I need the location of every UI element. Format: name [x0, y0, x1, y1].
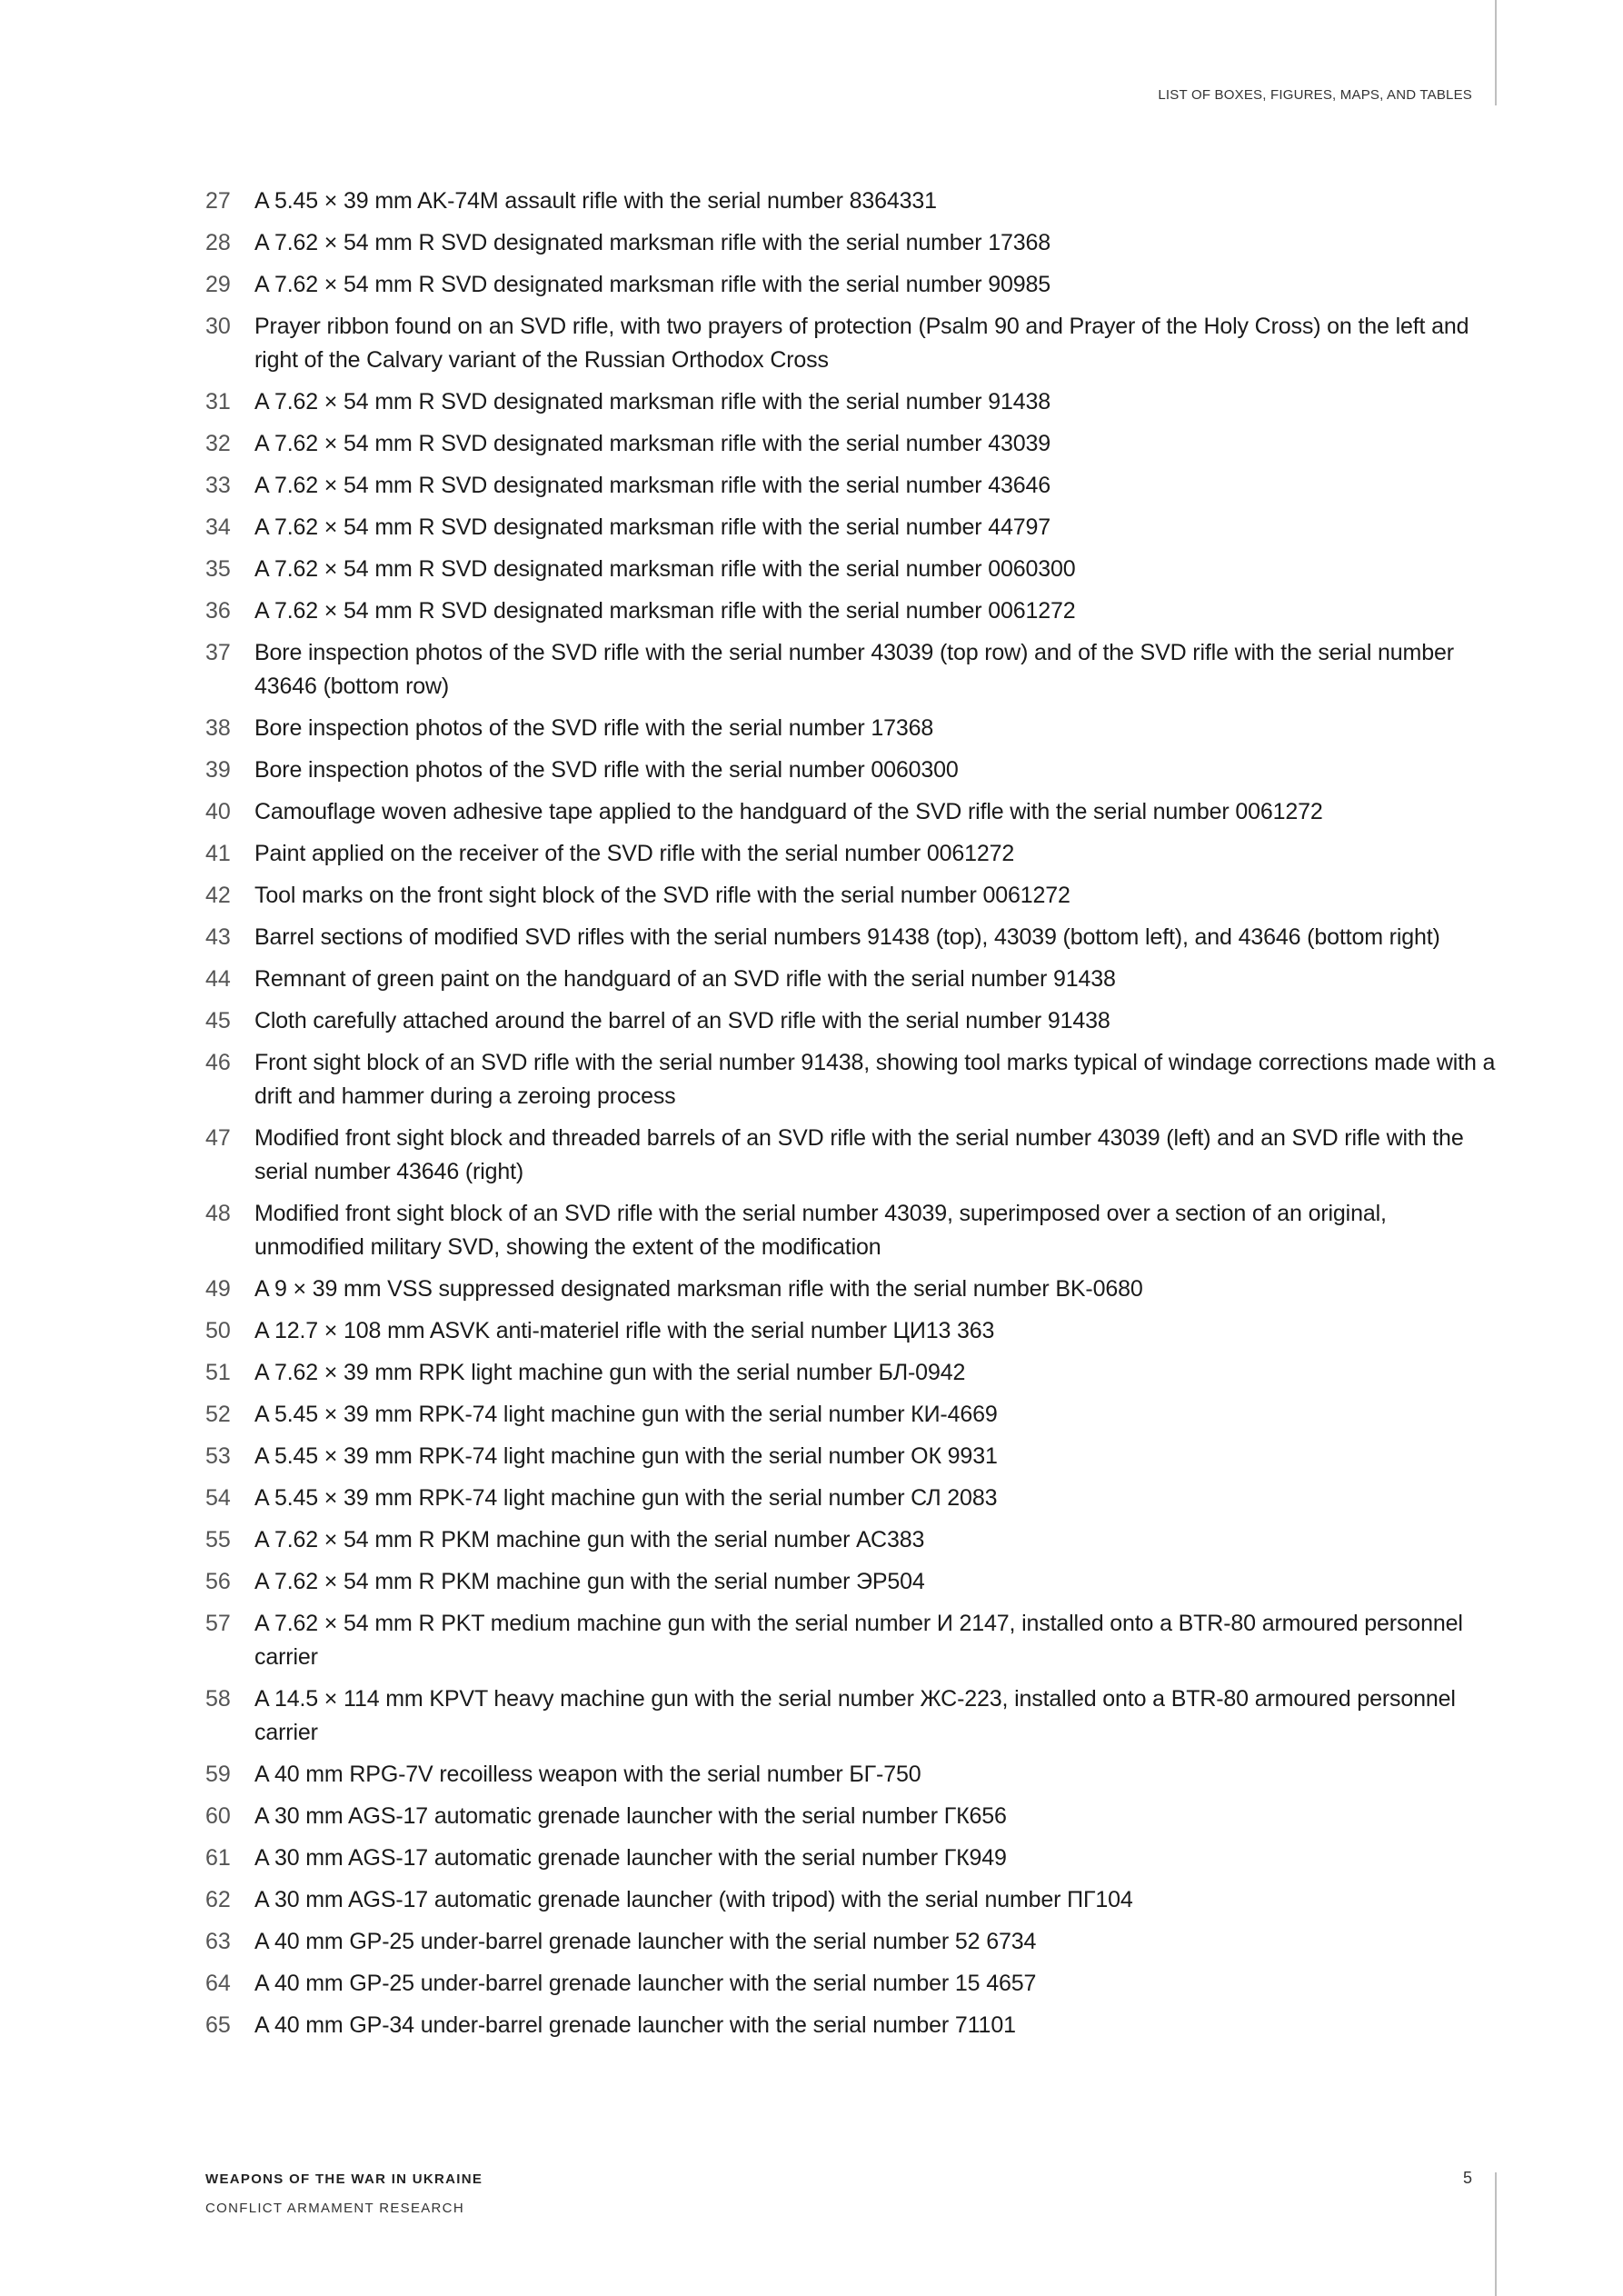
figure-number: 34	[205, 514, 231, 540]
figure-caption: Cloth carefully attached around the barrel of an SVD rifle with the serial number 91438	[254, 1008, 1110, 1033]
figure-entry[interactable]	[205, 636, 1500, 704]
figure-caption: A 7.62 × 54 mm R PKM machine gun with the serial number АС383	[254, 1527, 925, 1552]
figure-number: 35	[205, 556, 231, 582]
figure-entry[interactable]	[205, 511, 1500, 544]
figure-caption: A 7.62 × 54 mm R SVD designated marksman rifle with the serial number 0060300	[254, 556, 1076, 582]
running-head: LIST OF BOXES, FIGURES, MAPS, AND TABLES	[1158, 87, 1472, 103]
figure-entry[interactable]	[205, 1440, 1500, 1473]
figure-entry[interactable]	[205, 1523, 1500, 1557]
figure-entry[interactable]	[205, 1842, 1500, 1875]
figure-entry[interactable]	[205, 310, 1500, 377]
figure-number: 27	[205, 188, 231, 214]
figure-entry[interactable]	[205, 837, 1500, 871]
figure-entry[interactable]	[205, 879, 1500, 913]
figure-entry[interactable]	[205, 1122, 1500, 1189]
figure-caption: A 14.5 × 114 mm KPVT heavy machine gun with the serial number ЖС-223, installed onto a BTR-80 armoured personnel carrier	[254, 1686, 1456, 1745]
figure-caption: Bore inspection photos of the SVD rifle with the serial number 43039 (top row) and of the SVD rifle with the serial number 43646 (bottom row)	[254, 640, 1454, 699]
figure-number: 57	[205, 1611, 231, 1636]
figure-entry[interactable]	[205, 1046, 1500, 1113]
figure-number: 53	[205, 1443, 231, 1469]
figure-entry[interactable]	[205, 1356, 1500, 1390]
figure-caption: A 7.62 × 54 mm R SVD designated marksman rifle with the serial number 44797	[254, 514, 1050, 540]
figure-number: 58	[205, 1686, 231, 1712]
figure-number: 38	[205, 715, 231, 741]
figure-number: 41	[205, 841, 231, 866]
figure-number: 51	[205, 1360, 231, 1385]
figure-caption: A 40 mm RPG-7V recoilless weapon with the serial number БГ-750	[254, 1762, 921, 1787]
figure-caption: Modified front sight block of an SVD rifle with the serial number 43039, superimposed over a section of an original, unmodified military SVD, showing the extent of the modification	[254, 1201, 1387, 1260]
figure-number: 61	[205, 1845, 231, 1871]
figure-caption: A 12.7 × 108 mm ASVK anti-materiel rifle with the serial number ЦИ13 363	[254, 1318, 995, 1343]
figure-caption: Bore inspection photos of the SVD rifle with the serial number 0060300	[254, 757, 959, 783]
figure-number: 65	[205, 2012, 231, 2038]
figure-number: 44	[205, 966, 231, 992]
figure-caption: Bore inspection photos of the SVD rifle with the serial number 17368	[254, 715, 934, 741]
figure-number: 49	[205, 1276, 231, 1302]
figure-number: 46	[205, 1050, 231, 1075]
figure-caption: Prayer ribbon found on an SVD rifle, with two prayers of protection (Psalm 90 and Prayer of the Holy Cross) on the left and right of the Calvary variant of the Russian Orthodox Cross	[254, 314, 1469, 373]
figure-entry[interactable]	[205, 1565, 1500, 1599]
figure-caption: A 7.62 × 54 mm R PKT medium machine gun with the serial number И 2147, installed onto a BTR-80 armoured personnel carrier	[254, 1611, 1463, 1670]
bottom-margin-rule	[1495, 2172, 1497, 2296]
figure-number: 59	[205, 1762, 231, 1787]
figure-caption: Camouflage woven adhesive tape applied to the handguard of the SVD rifle with the serial number 0061272	[254, 799, 1323, 824]
figure-list	[205, 185, 1500, 2051]
figure-caption: A 9 × 39 mm VSS suppressed designated marksman rifle with the serial number BK-0680	[254, 1276, 1143, 1302]
figure-caption: A 7.62 × 54 mm R SVD designated marksman rifle with the serial number 90985	[254, 272, 1050, 297]
figure-caption: A 7.62 × 39 mm RPK light machine gun with the serial number БЛ-0942	[254, 1360, 966, 1385]
figure-entry[interactable]	[205, 268, 1500, 302]
figure-entry[interactable]	[205, 712, 1500, 745]
figure-caption: A 5.45 × 39 mm AK-74M assault rifle with the serial number 8364331	[254, 188, 937, 214]
figure-number: 56	[205, 1569, 231, 1594]
footer-publication-title: WEAPONS OF THE WAR IN UKRAINE	[205, 2171, 483, 2187]
figure-number: 45	[205, 1008, 231, 1033]
figure-number: 31	[205, 389, 231, 414]
figure-entry[interactable]	[205, 1273, 1500, 1306]
figure-entry[interactable]	[205, 385, 1500, 419]
top-margin-rule	[1495, 0, 1497, 105]
figure-entry[interactable]	[205, 963, 1500, 996]
figure-entry[interactable]	[205, 226, 1500, 260]
figure-caption: Barrel sections of modified SVD rifles with the serial numbers 91438 (top), 43039 (bottom left), and 43646 (bottom right)	[254, 924, 1440, 950]
figure-entry[interactable]	[205, 754, 1500, 787]
figure-number: 64	[205, 1971, 231, 1996]
figure-entry[interactable]	[205, 1197, 1500, 1264]
figure-entry[interactable]	[205, 1800, 1500, 1833]
figure-number: 63	[205, 1929, 231, 1954]
figure-number: 43	[205, 924, 231, 950]
figure-entry[interactable]	[205, 1004, 1500, 1038]
figure-entry[interactable]	[205, 1758, 1500, 1792]
figure-entry[interactable]	[205, 795, 1500, 829]
figure-caption: A 30 mm AGS-17 automatic grenade launcher (with tripod) with the serial number ПГ104	[254, 1887, 1133, 1912]
figure-entry[interactable]	[205, 427, 1500, 461]
figure-entry[interactable]	[205, 185, 1500, 218]
figure-number: 40	[205, 799, 231, 824]
figure-number: 37	[205, 640, 231, 665]
figure-number: 55	[205, 1527, 231, 1552]
figure-entry[interactable]	[205, 594, 1500, 628]
figure-entry[interactable]	[205, 1482, 1500, 1515]
figure-caption: A 5.45 × 39 mm RPK-74 light machine gun with the serial number КИ-4669	[254, 1402, 998, 1427]
figure-number: 54	[205, 1485, 231, 1511]
figure-caption: Remnant of green paint on the handguard of an SVD rifle with the serial number 91438	[254, 966, 1116, 992]
figure-entry[interactable]	[205, 1925, 1500, 1959]
figure-caption: Front sight block of an SVD rifle with the serial number 91438, showing tool marks typical of windage corrections made with a drift and hammer during a zeroing process	[254, 1050, 1496, 1109]
figure-caption: A 7.62 × 54 mm R SVD designated marksman rifle with the serial number 43646	[254, 473, 1050, 498]
figure-caption: A 7.62 × 54 mm R SVD designated marksman rifle with the serial number 91438	[254, 389, 1050, 414]
figure-number: 50	[205, 1318, 231, 1343]
footer-organization: CONFLICT ARMAMENT RESEARCH	[205, 2201, 464, 2216]
figure-caption: Paint applied on the receiver of the SVD rifle with the serial number 0061272	[254, 841, 1015, 866]
figure-caption: A 30 mm AGS-17 automatic grenade launcher with the serial number ГК949	[254, 1845, 1007, 1871]
figure-number: 29	[205, 272, 231, 297]
figure-caption: A 7.62 × 54 mm R SVD designated marksman rifle with the serial number 17368	[254, 230, 1050, 255]
figure-entry[interactable]	[205, 553, 1500, 586]
figure-caption: A 7.62 × 54 mm R SVD designated marksman rifle with the serial number 43039	[254, 431, 1050, 456]
figure-entry[interactable]	[205, 921, 1500, 954]
figure-caption: A 5.45 × 39 mm RPK-74 light machine gun with the serial number ОК 9931	[254, 1443, 998, 1469]
figure-number: 62	[205, 1887, 231, 1912]
figure-caption: A 7.62 × 54 mm R SVD designated marksman rifle with the serial number 0061272	[254, 598, 1076, 624]
figure-entry[interactable]	[205, 1314, 1500, 1348]
figure-number: 60	[205, 1803, 231, 1829]
figure-caption: A 5.45 × 39 mm RPK-74 light machine gun with the serial number СЛ 2083	[254, 1485, 998, 1511]
figure-number: 42	[205, 883, 231, 908]
figure-number: 36	[205, 598, 231, 624]
figure-number: 33	[205, 473, 231, 498]
figure-number: 48	[205, 1201, 231, 1226]
figure-caption: Modified front sight block and threaded barrels of an SVD rifle with the serial number 43039 (left) and an SVD rifle with the serial number 43646 (right)	[254, 1125, 1464, 1184]
figure-entry[interactable]	[205, 1607, 1500, 1674]
figure-entry[interactable]	[205, 1883, 1500, 1917]
figure-caption: A 40 mm GP-25 under-barrel grenade launcher with the serial number 52 6734	[254, 1929, 1037, 1954]
figure-entry[interactable]	[205, 1682, 1500, 1750]
figure-entry[interactable]	[205, 1967, 1500, 2001]
figure-number: 39	[205, 757, 231, 783]
figure-caption: A 7.62 × 54 mm R PKM machine gun with the serial number ЭР504	[254, 1569, 925, 1594]
figure-number: 32	[205, 431, 231, 456]
figure-entry[interactable]	[205, 1398, 1500, 1432]
figure-caption: A 40 mm GP-34 under-barrel grenade launcher with the serial number 71101	[254, 2012, 1016, 2038]
figure-number: 28	[205, 230, 231, 255]
page-number: 5	[1462, 2169, 1472, 2187]
figure-entry[interactable]	[205, 469, 1500, 503]
figure-entry[interactable]	[205, 2009, 1500, 2042]
figure-caption: Tool marks on the front sight block of the SVD rifle with the serial number 0061272	[254, 883, 1070, 908]
figure-caption: A 30 mm AGS-17 automatic grenade launcher with the serial number ГК656	[254, 1803, 1007, 1829]
figure-number: 52	[205, 1402, 231, 1427]
figure-number: 47	[205, 1125, 231, 1151]
figure-caption: A 40 mm GP-25 under-barrel grenade launcher with the serial number 15 4657	[254, 1971, 1037, 1996]
figure-number: 30	[205, 314, 231, 339]
